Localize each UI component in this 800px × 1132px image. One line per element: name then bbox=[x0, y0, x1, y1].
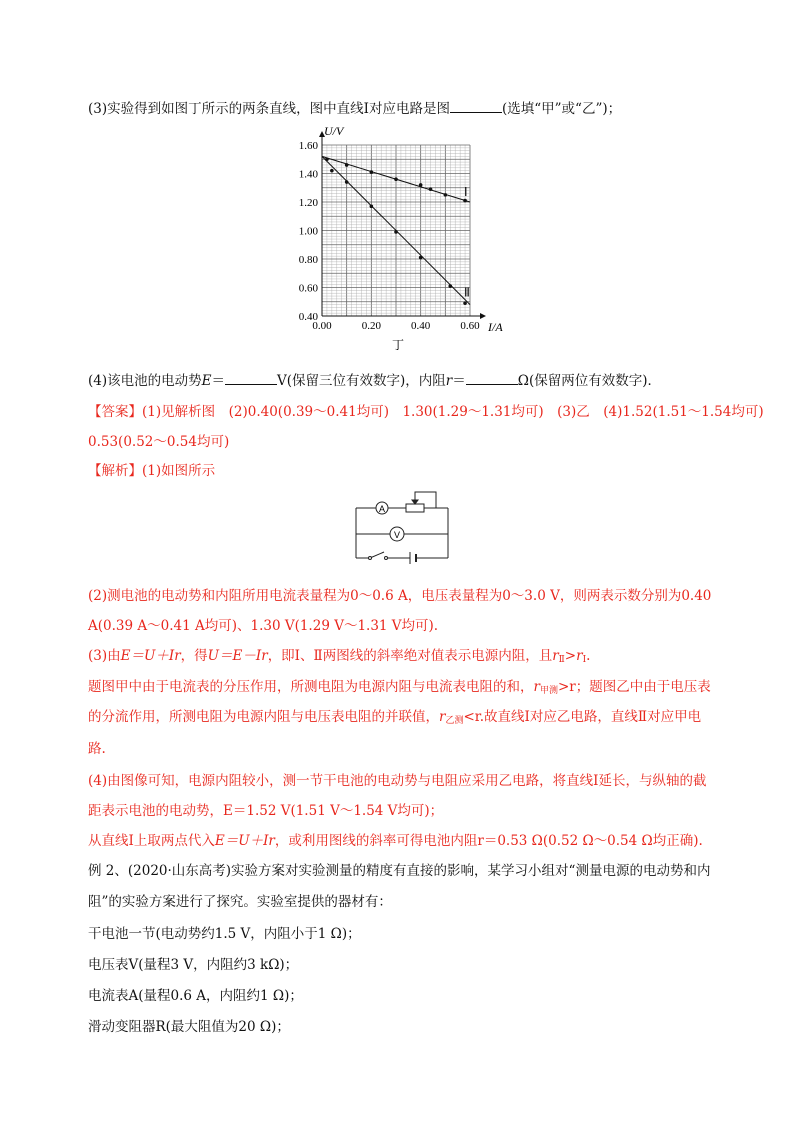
example-line-6: 滑动变阻器R(最大阻值为20 Ω)； bbox=[88, 1019, 290, 1035]
question-4: (4)该电池的电动势E＝ V(保留三位有效数字)，内阻r＝ Ω(保留两位有效数字)． bbox=[88, 370, 661, 391]
data-point bbox=[448, 284, 452, 288]
switch-contacts bbox=[369, 557, 388, 560]
y-axis-label: U/V bbox=[324, 124, 344, 138]
data-point bbox=[394, 177, 398, 181]
answer-blank bbox=[450, 98, 502, 113]
question-3: (3)实验得到如图丁所示的两条直线，图中直线Ⅰ对应电路是图 (选填“甲”或“乙”)； bbox=[88, 98, 621, 119]
example-line-5: 电流表A(量程0.6 A，内阻约1 Ω)； bbox=[88, 988, 303, 1004]
data-point bbox=[419, 183, 423, 187]
data-point bbox=[394, 230, 398, 234]
analysis-4-line-3: 从直线Ⅰ上取两点代入E＝U＋Ir，或利用图线的斜率可得电池内阻r＝0.53 Ω(0.52 Ω～0.54 Ω均正确). bbox=[88, 833, 703, 849]
y-tick-label: 1.40 bbox=[298, 168, 318, 181]
example-line-4: 电压表V(量程3 V，内阻约3 kΩ)； bbox=[88, 957, 299, 973]
data-point bbox=[345, 180, 349, 184]
x-tick-label: 0.00 bbox=[312, 320, 332, 332]
y-tick-label: 0.40 bbox=[298, 311, 318, 323]
y-tick-label: 1.20 bbox=[298, 197, 318, 209]
x-tick-label: 0.20 bbox=[361, 320, 381, 332]
analysis-3-line-1: (3)由E＝U＋Ir，得U＝E－Ir，即Ⅰ、Ⅱ两图线的斜率绝对值表示电源内阻，且$r_Ⅱ>r_Ⅰ$. bbox=[88, 648, 591, 665]
voltmeter-icon bbox=[390, 527, 404, 541]
example-line-3: 干电池一节(电动势约1.5 V，内阻小于1 Ω)； bbox=[88, 926, 361, 942]
data-point bbox=[429, 187, 433, 191]
analysis-3-line-4: 路. bbox=[88, 741, 106, 757]
analysis-4-line-2: 距表示电池的电动势，E＝1.52 V(1.51 V～1.54 V均可)； bbox=[88, 803, 444, 819]
emf-blank bbox=[225, 370, 277, 385]
ammeter-icon bbox=[376, 502, 388, 514]
analysis-2-line-2: A(0.39 A～0.41 A均可)、1.30 V(1.29 V～1.31 V均可). bbox=[88, 618, 439, 634]
x-axis-label: I/A bbox=[488, 320, 503, 334]
ui-graph bbox=[280, 120, 520, 352]
answer-line-2: 0.53(0.52～0.54均可) bbox=[88, 434, 230, 450]
data-point bbox=[463, 301, 467, 305]
analysis-4-line-1: (4)由图像可知，电源内阻较小，测一节干电池的电动势与电阻应采用乙电路，将直线Ⅰ延长，与纵轴的截 bbox=[88, 773, 707, 789]
data-point bbox=[370, 170, 374, 174]
data-point bbox=[419, 256, 423, 260]
answer-line-1: 【答案】(1)见解析图 (2)0.40(0.39～0.41均可) 1.30(1.29～1.31均可) (3)乙 (4)1.52(1.51～1.54均可) bbox=[88, 404, 764, 420]
series-label: Ⅰ bbox=[464, 185, 468, 199]
data-point bbox=[463, 199, 467, 203]
x-tick-label: 0.60 bbox=[460, 320, 480, 332]
example-line-1: 例 2、(2020·山东高考)实验方案对实验测量的精度有直接的影响，某学习小组对“测量电源的电动势和内 bbox=[88, 863, 711, 879]
series-label: Ⅱ bbox=[464, 285, 470, 300]
y-tick-label: 1.60 bbox=[298, 140, 318, 152]
x-tick-label: 0.40 bbox=[411, 320, 431, 332]
analysis-3-line-3: 的分流作用，所测电阻为电源内阻与电压表电阻的并联值，$r_{乙测}<r$.故直线Ⅰ对应乙电路，直线Ⅱ对应甲电 bbox=[88, 709, 702, 726]
data-point bbox=[330, 169, 334, 173]
analysis-2-line-1: (2)测电池的电动势和内阻所用电流表量程为0～0.6 A，电压表量程为0～3.0 V，则两表示数分别为0.40 bbox=[88, 588, 712, 604]
data-point bbox=[444, 193, 448, 197]
data-point bbox=[370, 204, 374, 208]
x-axis-arrow bbox=[480, 313, 486, 319]
analysis-heading: 【解析】(1)如图所示 bbox=[88, 463, 216, 479]
y-tick-label: 0.60 bbox=[298, 282, 318, 295]
data-point bbox=[345, 163, 349, 167]
y-tick-label: 0.80 bbox=[298, 254, 318, 266]
resistance-blank bbox=[466, 370, 518, 385]
svg-text:A: A bbox=[378, 504, 386, 514]
svg-text:V: V bbox=[393, 530, 401, 540]
y-tick-label: 1.00 bbox=[298, 225, 318, 238]
analysis-3-line-2: 题图甲中由于电流表的分压作用，所测电阻为电源内阻与电流表电阻的和，$r_{甲测}>r$；题图乙中由于电压表 bbox=[88, 679, 711, 696]
circuit-diagram bbox=[350, 488, 460, 564]
battery-icon bbox=[410, 552, 416, 564]
graph-caption: 丁 bbox=[392, 338, 405, 352]
example-line-2: 阻”的实验方案进行了探究。实验室提供的器材有： bbox=[88, 894, 392, 910]
